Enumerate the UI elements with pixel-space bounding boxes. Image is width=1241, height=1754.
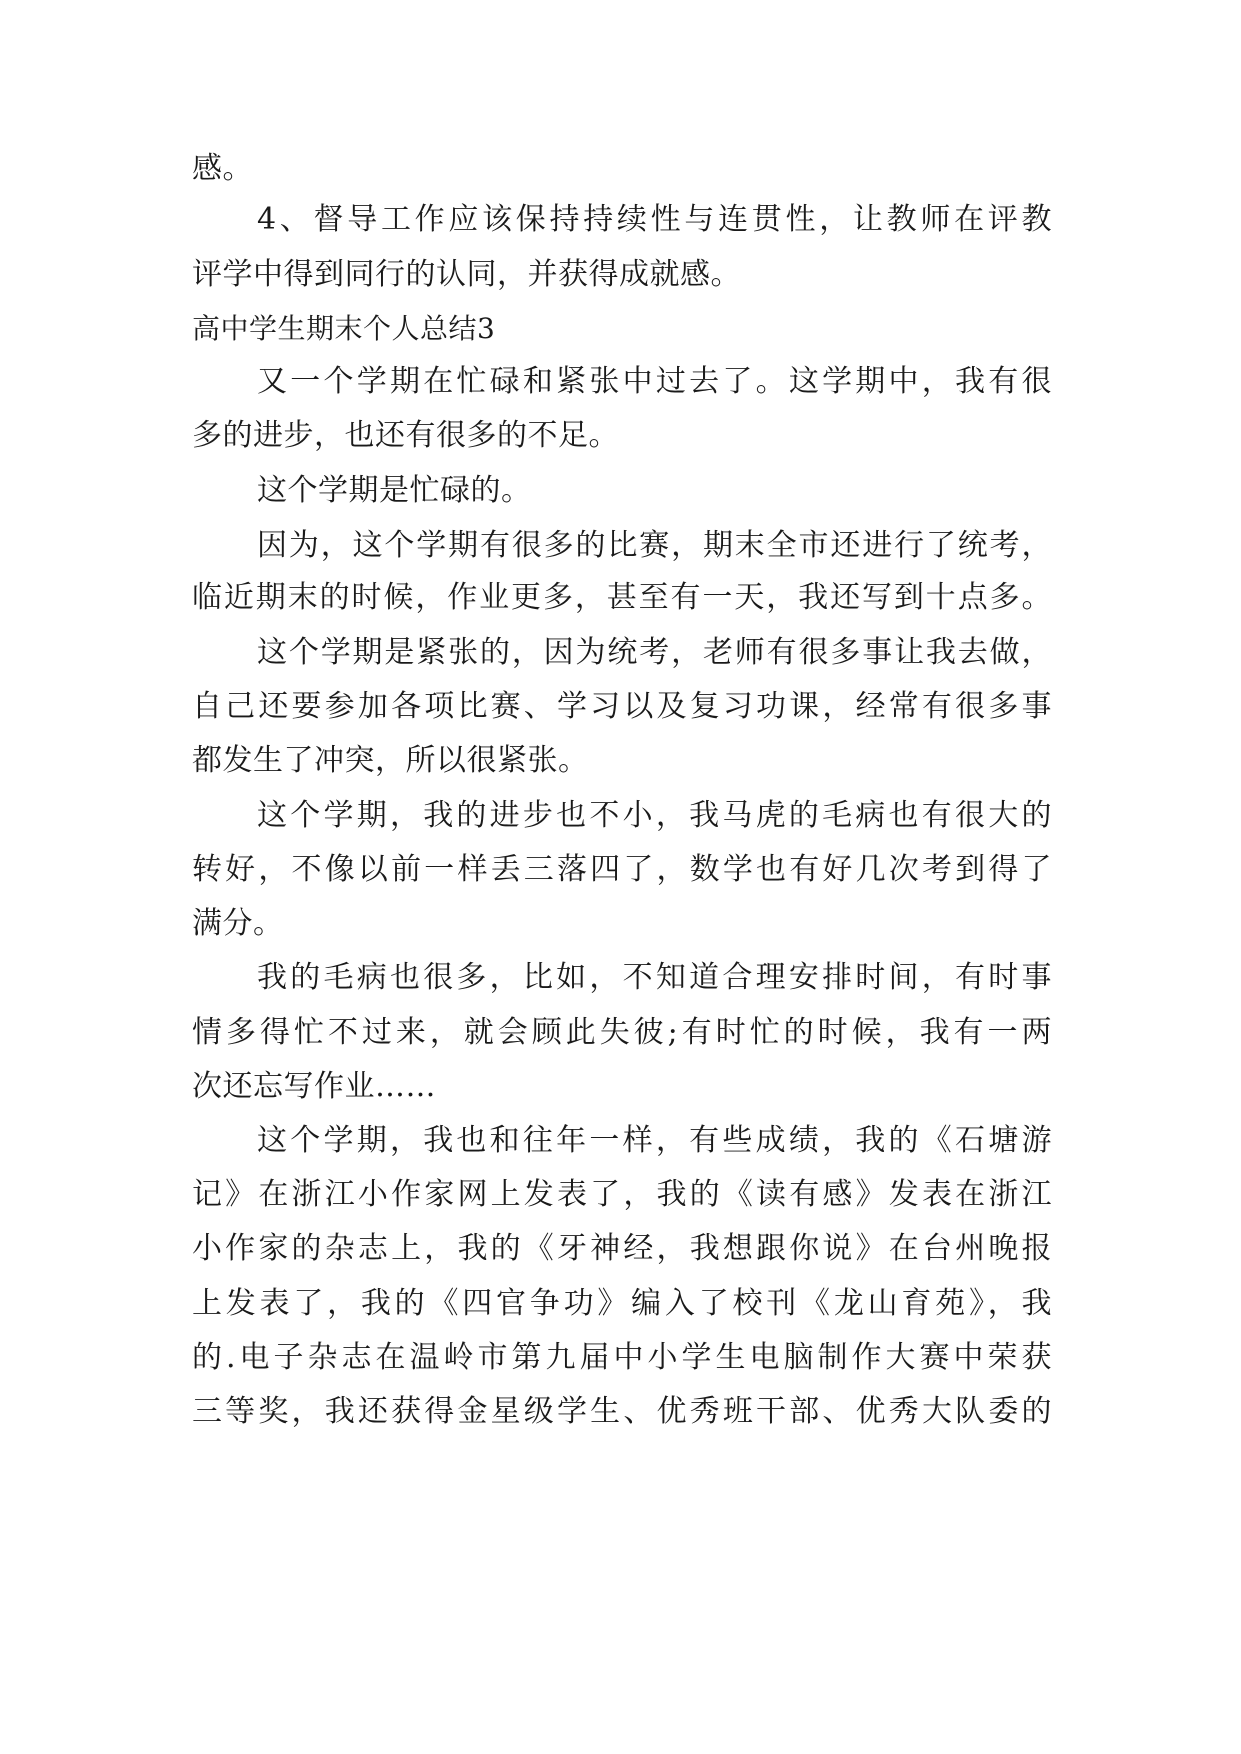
paragraph-line: 自己还要参加各项比赛、学习以及复习功课，经常有很多事 (192, 689, 1052, 724)
paragraph-line: 转好，不像以前一样丢三落四了，数学也有好几次考到得了 (192, 852, 1052, 887)
section-heading: 高中学生期末个人总结3 (192, 312, 496, 345)
paragraph-line: 情多得忙不过来，就会顾此失彼;有时忙的时候，我有一两 (192, 1015, 1052, 1050)
paragraph-line: 三等奖，我还获得金星级学生、优秀班干部、优秀大队委的 (192, 1394, 1052, 1429)
paragraph-line: 都发生了冲突，所以很紧张。 (192, 743, 589, 778)
paragraph-line: 这个学期，我的进步也不小，我马虎的毛病也有很大的 (257, 798, 1052, 833)
paragraph-line: 又一个学期在忙碌和紧张中过去了。这学期中，我有很 (257, 364, 1052, 399)
paragraph-line: 临近期末的时候，作业更多，甚至有一天，我还写到十点多。 (192, 580, 1052, 615)
paragraph-line: 这个学期是紧张的，因为统考，老师有很多事让我去做， (257, 635, 1052, 670)
paragraph-line: 评学中得到同行的认同，并获得成就感。 (192, 257, 741, 292)
paragraph-line: 上发表了，我的《四官争功》编入了校刊《龙山育苑》，我 (192, 1286, 1052, 1321)
paragraph-line: 小作家的杂志上，我的《牙神经，我想跟你说》在台州晚报 (192, 1231, 1052, 1266)
paragraph-line: 的.电子杂志在温岭市第九届中小学生电脑制作大赛中荣获 (192, 1340, 1052, 1375)
paragraph-line: 记》在浙江小作家网上发表了，我的《读有感》发表在浙江 (192, 1177, 1052, 1212)
paragraph-line: 这个学期是忙碌的。 (257, 473, 532, 508)
paragraph-line: 多的进步，也还有很多的不足。 (192, 418, 619, 453)
paragraph-line: 我的毛病也很多，比如，不知道合理安排时间，有时事 (257, 960, 1052, 995)
paragraph-line: 这个学期，我也和往年一样，有些成绩，我的《石塘游 (257, 1123, 1052, 1158)
paragraph-line: 次还忘写作业…… (192, 1069, 436, 1104)
paragraph-line: 满分。 (192, 906, 284, 941)
paragraph-line: 4、督导工作应该保持持续性与连贯性，让教师在评教 (257, 202, 1052, 237)
paragraph-line: 因为，这个学期有很多的比赛，期末全市还进行了统考， (257, 528, 1052, 563)
paragraph-line: 感。 (192, 151, 253, 186)
